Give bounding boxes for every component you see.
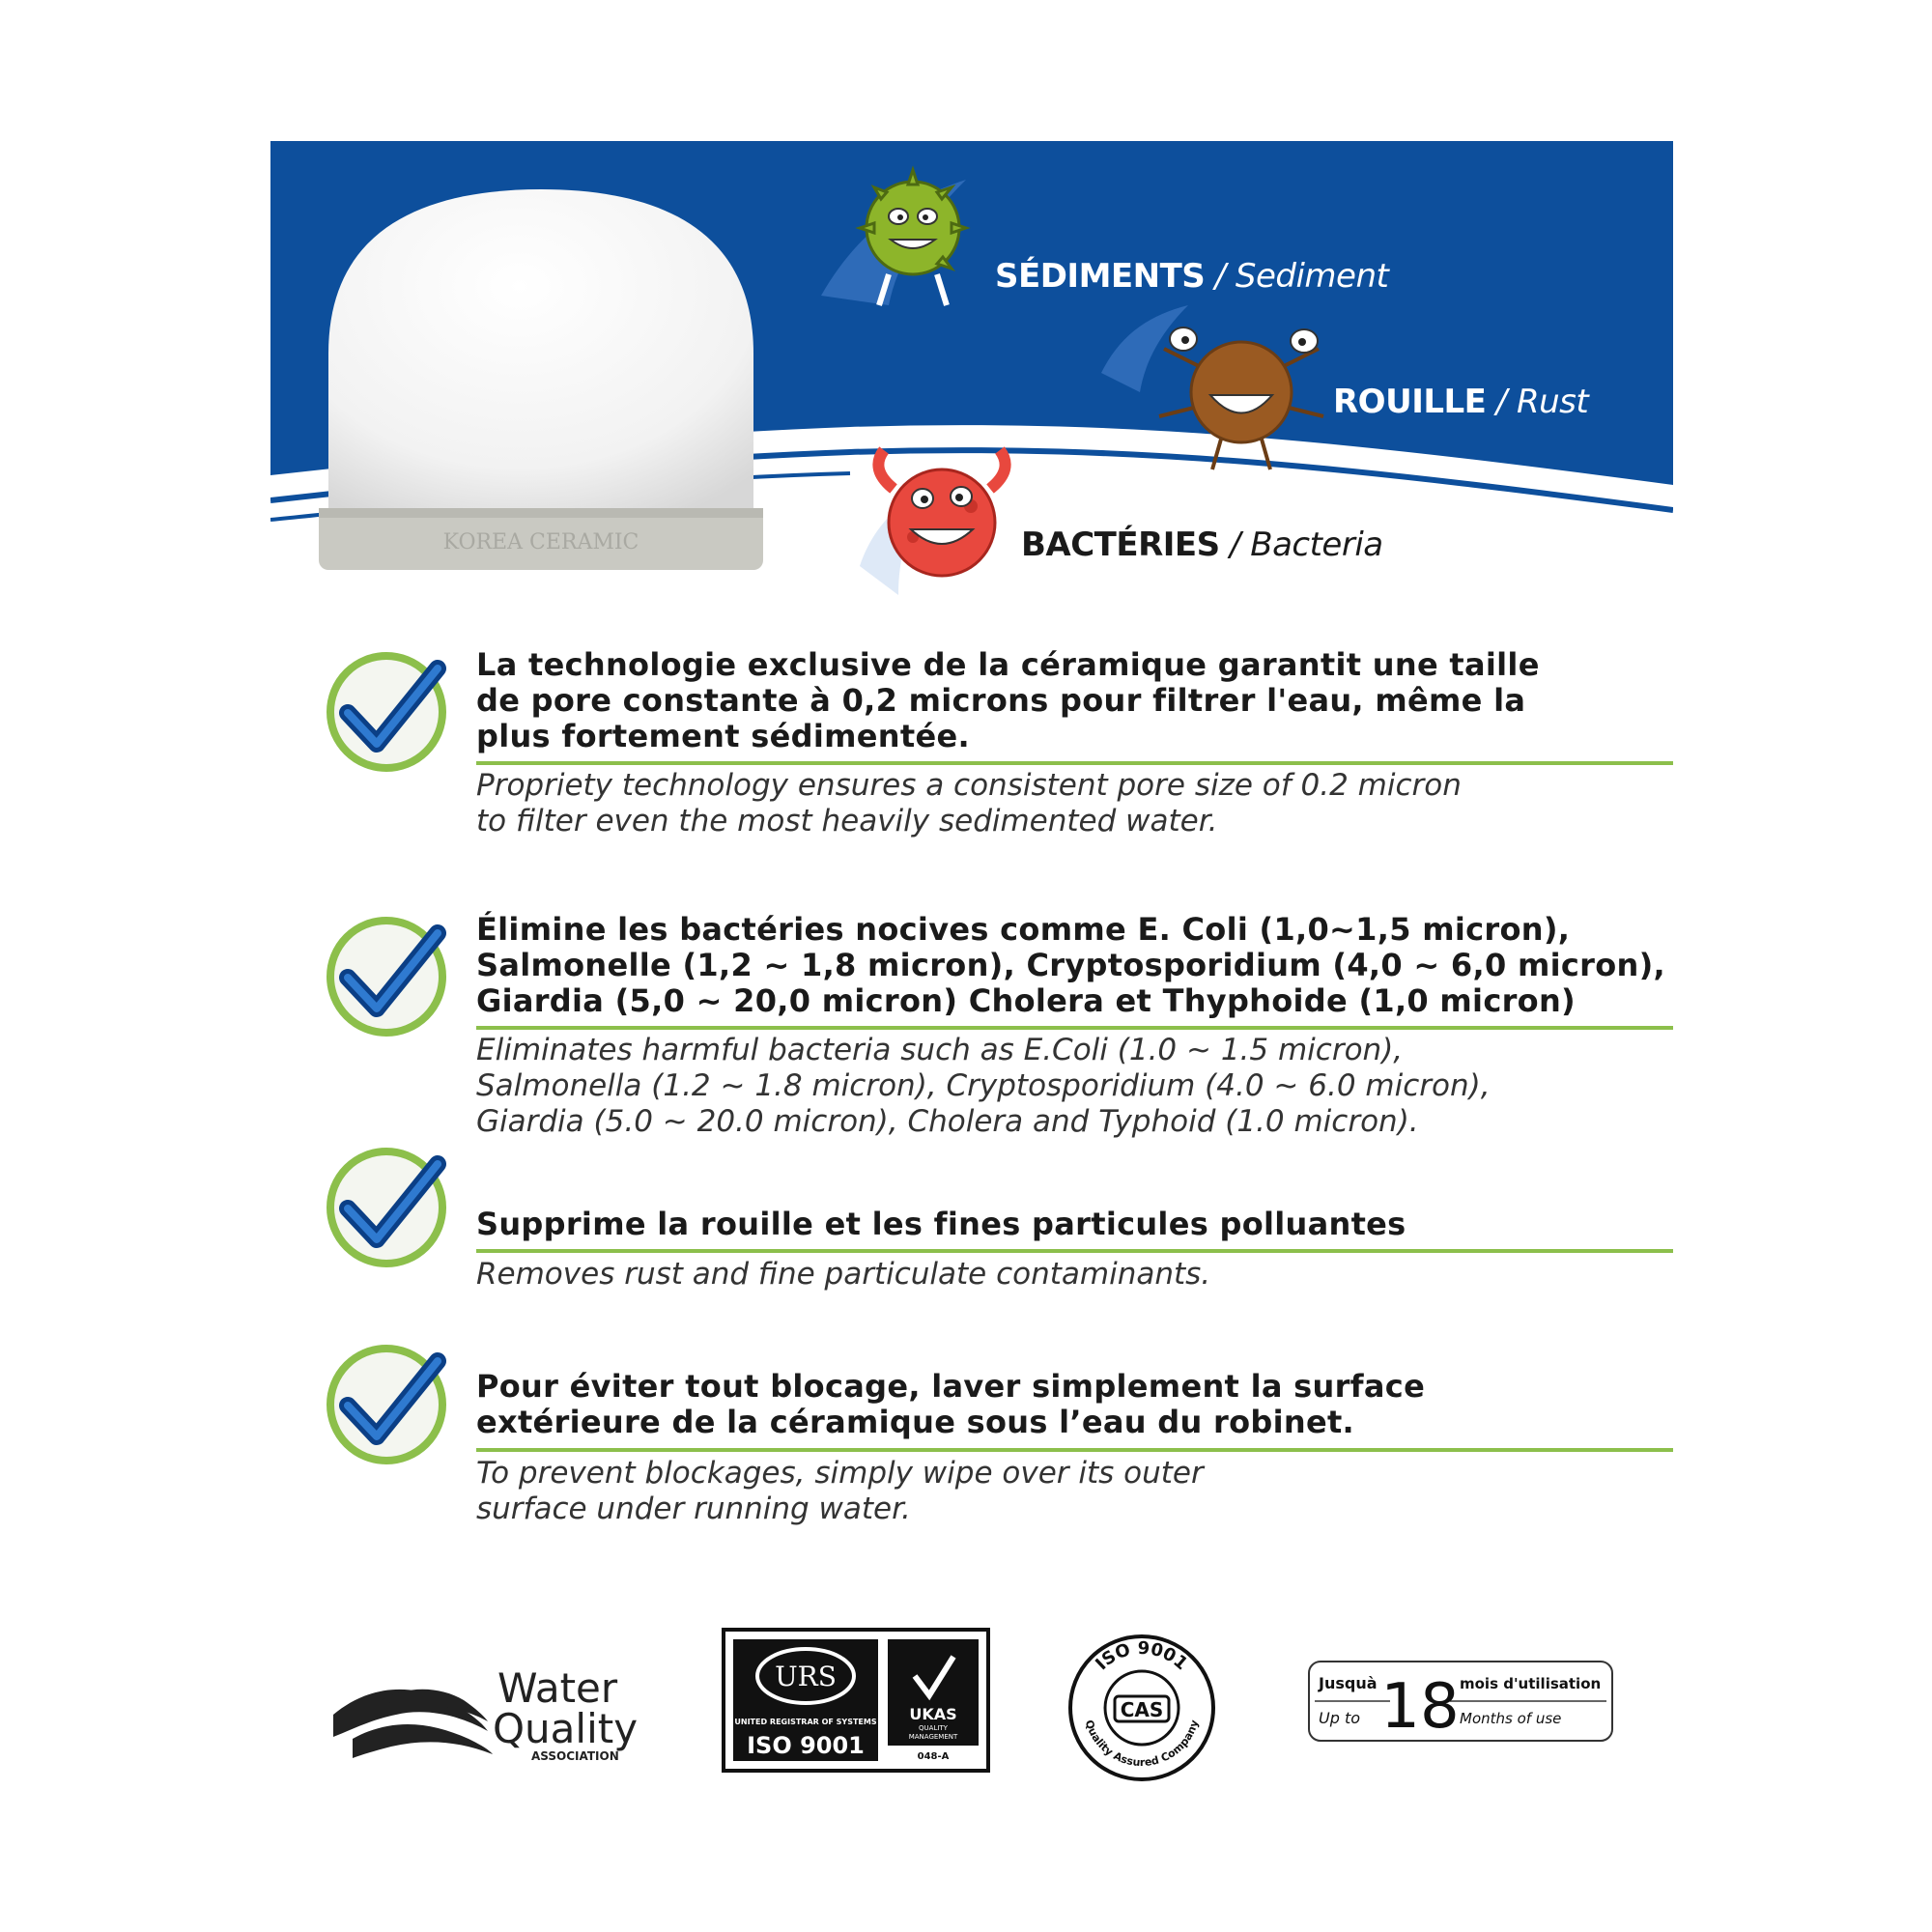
cas-iso-9001-seal-logo <box>1066 1633 1217 1783</box>
svg-text:MANAGEMENT: MANAGEMENT <box>908 1733 958 1741</box>
svg-text:ASSOCIATION: ASSOCIATION <box>531 1749 619 1763</box>
red-germ-icon <box>855 431 1038 614</box>
divider-line <box>476 1026 1673 1030</box>
hero-banner <box>270 141 1673 628</box>
germ-label-rust: ROUILLE / Rust <box>1333 383 1589 421</box>
svg-text:048-A: 048-A <box>917 1751 950 1762</box>
green-germ-icon <box>840 160 985 315</box>
feature-en-text: Propriety technology ensures a consistent pore size of 0.2 micron to filter even the most heavily sedimented water. <box>476 768 1462 838</box>
germ-label-bacteria: BACTÉRIES / Bacteria <box>1021 526 1383 564</box>
svg-text:UKAS: UKAS <box>909 1705 957 1723</box>
svg-text:ISO 9001: ISO 9001 <box>1092 1637 1192 1675</box>
svg-text:UNITED REGISTRAR OF SYSTEMS: UNITED REGISTRAR OF SYSTEMS <box>734 1718 877 1726</box>
divider-line <box>476 761 1673 765</box>
svg-text:QUALITY: QUALITY <box>919 1724 948 1732</box>
svg-text:ISO 9001: ISO 9001 <box>747 1732 865 1759</box>
feature-en-text: Eliminates harmful bacteria such as E.Coli (1.0 ~ 1.5 micron), Salmonella (1.2 ~ 1.8 micron), Cryptosporidium (4.0 ~ 6.0 micron), Giardia (5.0 ~ 20.0 micron), Cholera and Typhoid (1.0 micron). <box>476 1033 1491 1139</box>
svg-text:Quality: Quality <box>493 1705 639 1752</box>
check-icon <box>324 1143 449 1268</box>
feature-rust <box>324 1143 1673 1297</box>
germ-label-sediment: SÉDIMENTS / Sediment <box>995 257 1389 296</box>
feature-fr-text: Élimine les bactéries nocives comme E. Coli (1,0~1,5 micron), Salmonelle (1,2 ~ 1,8 micron), Cryptosporidium (4,0 ~ 6,0 micron), Giardia (5,0 ~ 20,0 micron) Cholera et Thyphoide (1,0 micron) <box>476 911 1665 1019</box>
check-icon <box>324 1340 449 1465</box>
urs-iso-9001-certification-logo <box>722 1628 990 1773</box>
feature-en-text: Removes rust and fine particulate contaminants. <box>476 1257 1211 1292</box>
feature-cleaning <box>324 1340 1673 1543</box>
usage-duration-badge <box>1307 1660 1614 1743</box>
feature-pore-size <box>324 647 1673 850</box>
feature-fr-text: La technologie exclusive de la céramique garantit une taille de pore constante à 0,2 microns pour filtrer l'eau, même la plus fortement sédimentée. <box>476 646 1540 754</box>
svg-text:18: 18 <box>1380 1671 1460 1743</box>
svg-text:Water: Water <box>497 1664 618 1712</box>
feature-bacteria <box>324 912 1673 1153</box>
divider-line <box>476 1448 1673 1452</box>
check-icon <box>324 647 449 773</box>
feature-en-text: To prevent blockages, simply wipe over its outer surface under running water. <box>476 1456 1204 1526</box>
check-icon <box>324 912 449 1037</box>
svg-text:URS: URS <box>775 1661 837 1692</box>
svg-text:Quality Assured Company: Quality Assured Company <box>1082 1718 1202 1770</box>
svg-text:CAS: CAS <box>1120 1698 1164 1721</box>
filter-brand-text: KOREA CERAMIC <box>442 530 639 554</box>
feature-fr-text: Supprime la rouille et les fines particules polluantes <box>476 1206 1406 1242</box>
svg-text:mois d'utilisation: mois d'utilisation <box>1460 1675 1602 1692</box>
svg-text:Jusquà: Jusquà <box>1319 1674 1378 1692</box>
brown-germ-icon <box>1145 310 1338 474</box>
divider-line <box>476 1249 1673 1253</box>
ceramic-filter-image <box>319 189 763 576</box>
svg-text:Up to: Up to <box>1319 1709 1361 1727</box>
svg-text:Months of use: Months of use <box>1460 1710 1562 1727</box>
water-quality-association-logo <box>333 1662 662 1768</box>
feature-fr-text: Pour éviter tout blocage, laver simplement la surface extérieure de la céramique sous l’eau du robinet. <box>476 1368 1426 1440</box>
